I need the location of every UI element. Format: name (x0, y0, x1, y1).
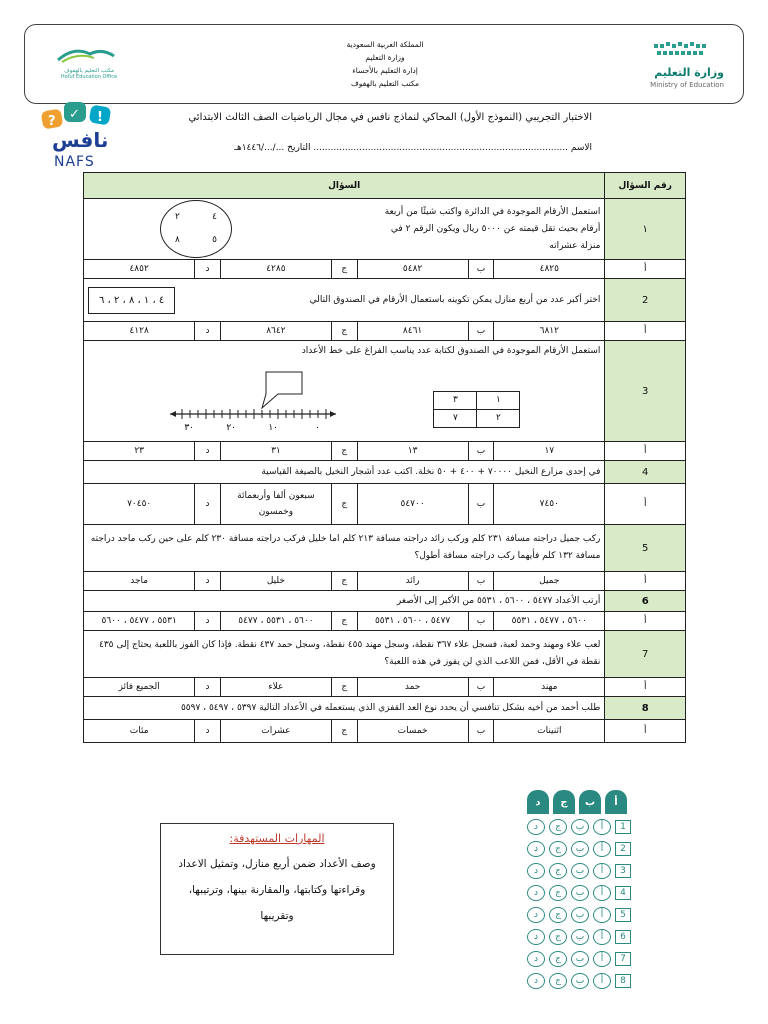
question-row (84, 199, 686, 260)
sheet-row-number: 6 (615, 930, 631, 944)
answer-bubble[interactable]: ج (549, 973, 567, 989)
sheet-row (527, 972, 653, 990)
question-text: اختر أكبر عدد من أربع منازل يمكن تكوينه باستعمال الأرقام في الصندوق التالي (309, 294, 601, 305)
table-header-row (84, 173, 686, 199)
question-text: في إحدى مزارع النخيل ٧٠٠٠٠ + ٤٠٠ + ٥٠ نخلة. اكتب عدد أشجار النخيل بالصيغة القياسية (84, 461, 605, 484)
choice-answer[interactable]: ٥٤٨٢ (357, 260, 468, 279)
choice-letter: ج (332, 572, 358, 591)
header-center-text (320, 38, 450, 90)
grid-digit: ٢ (477, 410, 520, 428)
answer-bubble[interactable]: أ (593, 819, 611, 835)
number-line (168, 368, 338, 434)
question-cell (84, 279, 605, 322)
choice-letter: ج (332, 612, 358, 631)
answer-bubble[interactable]: أ (593, 885, 611, 901)
choice-letter: أ (605, 612, 686, 631)
answer-bubble[interactable]: د (527, 863, 545, 879)
choice-letter: ج (332, 678, 358, 697)
answer-bubble[interactable]: ج (549, 885, 567, 901)
answer-bubble[interactable]: ج (549, 863, 567, 879)
skills-body: وصف الأعداد ضمن أربع منازل، وتمثيل الاعداد وقراءتها وكتابتها، والمقارنة بينها، وترتيبها، وتقريبها (178, 858, 376, 922)
question-number: 2 (605, 279, 686, 322)
choice-letter: ج (332, 442, 358, 461)
choice-answer[interactable]: خمسات (357, 720, 468, 743)
skills-title: المهارات المستهدفة: (229, 832, 325, 845)
choice-answer[interactable]: ٣١ (220, 442, 331, 461)
answer-bubble[interactable]: د (527, 841, 545, 857)
question-text: استعمل الأرقام الموجودة في الدائرة واكتب شيئًا من أربعة أرقام بحيث تقل قيمته عن ٥٠٠٠ ريال ويكون الرقم ٢ في منزلة عشراته (384, 206, 601, 251)
sheet-row-number: 3 (615, 864, 631, 878)
choice-letter: ب (468, 678, 494, 697)
answer-row (84, 260, 686, 279)
question-number: 3 (605, 341, 686, 442)
callout-bubble (262, 372, 302, 408)
nafs-bubble-text: ✓ (69, 107, 80, 122)
answer-bubble[interactable]: ب (571, 951, 589, 967)
choice-letter: ب (468, 442, 494, 461)
sheet-column-tab: ب (579, 790, 601, 814)
sheet-row (527, 862, 653, 880)
choice-answer[interactable]: ٥٥٣١ ، ٥٤٧٧ ، ٥٦٠٠ (84, 612, 195, 631)
sheet-row-number: 4 (615, 886, 631, 900)
answer-bubble[interactable]: ج (549, 929, 567, 945)
answer-row (84, 678, 686, 697)
choice-letter: ب (468, 572, 494, 591)
answer-bubble[interactable]: أ (593, 863, 611, 879)
choice-answer[interactable]: رائد (357, 572, 468, 591)
choice-letter: د (195, 442, 221, 461)
question-text: طلب أحمد من أخيه بشكل تنافسي أن يحدد نوع العد القفزي الذي يستعمله في الأعداد التالية ٥٣٩٧ ، ٥٤٩٧ ، ٥٥٩٧ (84, 697, 605, 720)
choice-answer[interactable]: جميل (494, 572, 605, 591)
sheet-row-number: 8 (615, 974, 631, 988)
choice-letter: د (195, 720, 221, 743)
answer-bubble[interactable]: ب (571, 819, 589, 835)
choice-letter: ب (468, 484, 494, 525)
ministry-name-en: Ministry of Education (650, 81, 724, 89)
header-line: المملكة العربية السعودية (346, 40, 424, 49)
question-number: 7 (605, 631, 686, 678)
choice-answer[interactable]: ٤٨٥٢ (84, 260, 195, 279)
nafs-bubble-text: ? (48, 114, 56, 129)
choice-letter: د (195, 260, 221, 279)
choice-letter: أ (605, 720, 686, 743)
office-logo-en: Hofuf Education Office (60, 74, 118, 80)
header-line: وزارة التعليم (365, 53, 405, 62)
choice-letter: أ (605, 484, 686, 525)
answer-bubble[interactable]: أ (593, 929, 611, 945)
question-number: 8 (605, 697, 686, 720)
choice-answer[interactable]: ٥٤٧٧ ، ٥٦٠٠ ، ٥٥٣١ (357, 612, 468, 631)
nafs-label-en: NAFS (54, 154, 95, 170)
choice-letter: ب (468, 612, 494, 631)
question-number: 4 (605, 461, 686, 484)
choice-letter: د (195, 678, 221, 697)
answer-row (84, 322, 686, 341)
office-logo-text: مكتب التعليم بالهفوف (64, 68, 114, 74)
choice-letter: ب (468, 322, 494, 341)
question-row (84, 461, 686, 484)
answer-row (84, 572, 686, 591)
question-cell (84, 199, 605, 260)
choice-answer[interactable]: ٤٨٢٥ (494, 260, 605, 279)
choice-letter: أ (605, 260, 686, 279)
nafs-label-ar: نافس (52, 128, 109, 152)
header-line: مكتب التعليم بالهفوف (350, 79, 420, 88)
answer-bubble[interactable]: ب (571, 973, 589, 989)
answer-bubble[interactable]: د (527, 929, 545, 945)
answer-bubble[interactable]: ب (571, 863, 589, 879)
tick-label: ١٠ (268, 423, 278, 433)
answer-bubble[interactable]: أ (593, 841, 611, 857)
sheet-row (527, 840, 653, 858)
grid-digit: ٣ (434, 392, 477, 410)
office-logo-icon (54, 44, 118, 64)
choice-letter: ج (332, 720, 358, 743)
exam-title: الاختبار التجريبي (النموذج الأول) المحاكي لنماذج نافس في مجال الرياضيات الصف الثالث الابتدائي (188, 112, 592, 123)
sheet-header (527, 790, 653, 814)
choice-letter: د (195, 484, 221, 525)
choice-answer[interactable]: ٨٤٦١ (357, 322, 468, 341)
answer-bubble[interactable]: د (527, 885, 545, 901)
answer-bubble[interactable]: ب (571, 929, 589, 945)
question-row (84, 525, 686, 572)
ministry-dots-icon (652, 40, 712, 64)
question-row (84, 341, 686, 442)
sheet-column-tab: د (527, 790, 549, 814)
answer-bubble[interactable]: ج (549, 841, 567, 857)
question-row (84, 591, 686, 612)
choice-answer[interactable]: علاء (220, 678, 331, 697)
digits-grid (433, 391, 520, 428)
header-num: رقم السؤال (605, 173, 686, 199)
sheet-row (527, 884, 653, 902)
question-number: ١ (605, 199, 686, 260)
choice-answer[interactable]: ٧٤٥٠ (494, 484, 605, 525)
choice-answer[interactable]: عشرات (220, 720, 331, 743)
nafs-bubble-text: ! (97, 110, 103, 125)
choice-answer[interactable]: ١٣ (357, 442, 468, 461)
choice-letter: أ (605, 322, 686, 341)
answer-row (84, 612, 686, 631)
circle-digit: ٢ (175, 212, 180, 222)
sheet-rows (527, 818, 653, 990)
question-row (84, 697, 686, 720)
question-text: استعمل الأرقام الموجودة في الصندوق لكتابة عدد يناسب الفراغ على خط الأعداد (301, 346, 601, 356)
office-logo (54, 44, 124, 80)
question-row (84, 631, 686, 678)
choice-answer[interactable]: مئات (84, 720, 195, 743)
choice-letter: ب (468, 260, 494, 279)
choice-answer[interactable]: ماجد (84, 572, 195, 591)
choice-letter: ج (332, 260, 358, 279)
circle-digit: ٤ (212, 212, 217, 222)
tick-label: ٣٠ (184, 423, 194, 433)
choice-answer[interactable]: ٢٣ (84, 442, 195, 461)
choice-answer[interactable]: اثنينات (494, 720, 605, 743)
choice-answer[interactable]: خليل (220, 572, 331, 591)
choice-letter: د (195, 612, 221, 631)
circle-digit: ٥ (212, 235, 217, 245)
sheet-row-number: 5 (615, 908, 631, 922)
choice-letter: ج (332, 322, 358, 341)
grid-digit: ٧ (434, 410, 477, 428)
sheet-row (527, 906, 653, 924)
choice-answer[interactable]: ٥٦٠٠ ، ٥٤٧٧ ، ٥٥٣١ (494, 612, 605, 631)
question-number: 5 (605, 525, 686, 572)
answer-bubble[interactable]: ج (549, 951, 567, 967)
answer-row (84, 484, 686, 525)
choice-answer[interactable]: حمد (357, 678, 468, 697)
sheet-row (527, 950, 653, 968)
digits-box: ٤ ، ١ ، ٨ ، ٢ ، ٦ (88, 287, 175, 314)
choice-answer[interactable]: سبعون ألفا وأربعمائة وخمسون (220, 484, 331, 525)
header-question: السؤال (84, 173, 605, 199)
choice-answer[interactable]: مهند (494, 678, 605, 697)
tick-label: ٢٠ (226, 423, 236, 433)
question-cell (84, 341, 605, 442)
sheet-row (527, 928, 653, 946)
choice-answer[interactable]: ٧٠٤٥٠ (84, 484, 195, 525)
sheet-row-number: 7 (615, 952, 631, 966)
answer-bubble[interactable]: أ (593, 951, 611, 967)
question-row (84, 279, 686, 322)
choice-answer[interactable]: ٥٦٠٠ ، ٥٥٣١ ، ٥٤٧٧ (220, 612, 331, 631)
answer-bubble[interactable]: ج (549, 819, 567, 835)
answer-bubble[interactable]: د (527, 819, 545, 835)
choice-letter: د (195, 572, 221, 591)
choice-answer[interactable]: الجميع فائز (84, 678, 195, 697)
choice-letter: ب (468, 720, 494, 743)
sheet-row-number: 2 (615, 842, 631, 856)
grid-digit: ١ (477, 392, 520, 410)
sheet-row-number: 1 (615, 820, 631, 834)
circle-digit: ٨ (175, 235, 180, 245)
question-text: ركب جميل دراجته مسافة ٢٣١ كلم وركب رائد دراجته مسافة ٢١٣ كلم اما خليل فركب دراجته مسافة ٢٣٠ كلم على حين ركب ماجد دراجته مسافة ١٣٢ كلم فأيهما ركب دراجته مسافة أطول؟ (84, 525, 605, 572)
choice-answer[interactable]: ٥٤٧٠٠ (357, 484, 468, 525)
choice-letter: أ (605, 678, 686, 697)
choice-letter: أ (605, 572, 686, 591)
ministry-logo (594, 40, 724, 88)
answer-bubble[interactable]: د (527, 907, 545, 923)
question-number: 6 (605, 591, 686, 612)
choice-answer[interactable]: ٨٦٤٢ (220, 322, 331, 341)
choice-answer[interactable]: ٤١٢٨ (84, 322, 195, 341)
choice-letter: د (195, 322, 221, 341)
choice-letter: أ (605, 442, 686, 461)
choice-answer[interactable]: ٤٢٨٥ (220, 260, 331, 279)
digits-circle (160, 200, 232, 258)
answer-bubble[interactable]: ب (571, 885, 589, 901)
choice-answer[interactable]: ٦٨١٢ (494, 322, 605, 341)
header-line: إدارة التعليم بالأحساء (352, 66, 418, 75)
answer-row (84, 720, 686, 743)
answer-row (84, 442, 686, 461)
sheet-column-tab: ج (553, 790, 575, 814)
choice-answer[interactable]: ١٧ (494, 442, 605, 461)
ministry-name: وزارة التعليم (654, 66, 724, 79)
question-text: لعب علاء ومهند وحمد لعبة، فسجل علاء ٣٦٧ نقطة، وسجل مهند ٤٥٥ نقطة، وسجل حمد ٤٣٧ نقطة. فإذا كان الفوز باللعبة يحتاج إلى ٤٣٥ نقطة في الأقل، فمن اللاعب الذي لن يفوز في هذه اللعبة؟ (84, 631, 605, 678)
answer-bubble[interactable]: ج (549, 907, 567, 923)
questions-table (83, 172, 686, 743)
tick-label: ٠ (315, 423, 320, 433)
answer-bubble[interactable]: أ (593, 973, 611, 989)
answer-bubble[interactable]: أ (593, 907, 611, 923)
sheet-column-tab: أ (605, 790, 627, 814)
choice-letter: ج (332, 484, 358, 525)
sheet-row (527, 818, 653, 836)
question-text: أرتب الأعداد ٥٤٧٧ ، ٥٦٠٠ ، ٥٥٣١ من الأكبر إلى الأصغر (84, 591, 605, 612)
skills-box (160, 823, 394, 955)
answer-bubble[interactable]: ب (571, 907, 589, 923)
answer-sheet (527, 790, 653, 990)
answer-bubble[interactable]: ب (571, 841, 589, 857)
nafs-logo (38, 98, 124, 174)
answer-bubble[interactable]: د (527, 973, 545, 989)
answer-bubble[interactable]: د (527, 951, 545, 967)
name-date-line: الاسم ......................................................................................... التاريخ .../.../١٤٤٦هـ (234, 143, 592, 153)
